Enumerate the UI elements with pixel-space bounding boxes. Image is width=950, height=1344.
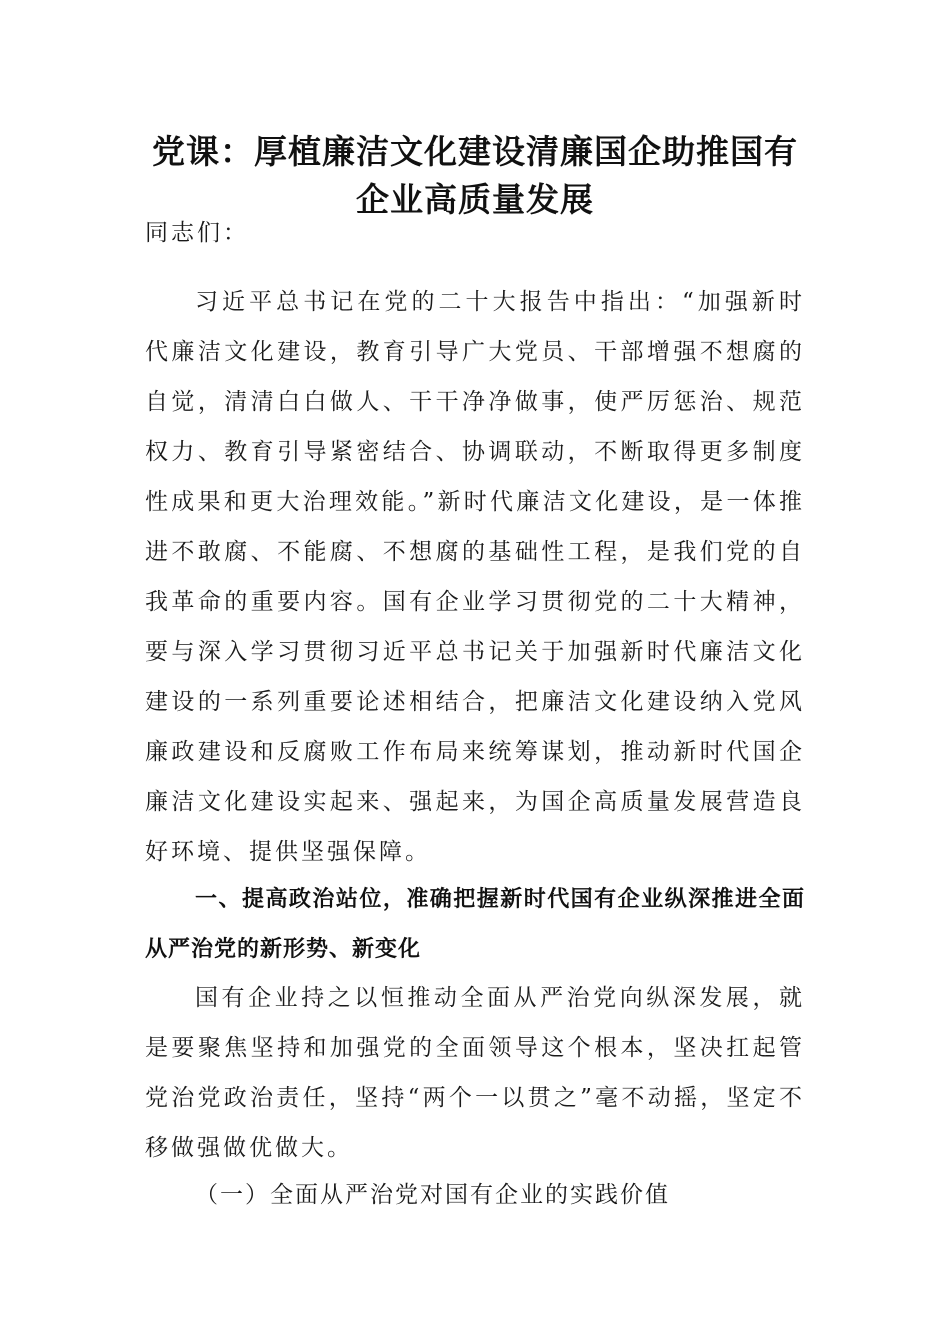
section-1-paragraph: 国有企业持之以恒推动全面从严治党向纵深发展，就是要聚焦坚持和加强党的全面领导这个根本，坚决扛起管党治党政治责任，坚持“两个一以贯之”毫不动摇，坚定不移做强做优做大。 [145, 985, 805, 1161]
salutation: 同志们： [145, 220, 249, 246]
intro-paragraph: 习近平总书记在党的二十大报告中指出：“加强新时代廉洁文化建设，教育引导广大党员、干部增强不想腐的自觉，清清白白做人、干干净净做事，使严厉惩治、规范权力、教育引导紧密结合、协调联动，不断取得更多制度性成果和更大治理效能。”新时代廉洁文化建设，是一体推进不敢腐、不能腐、不想腐的基础性工程，是我们党的自我革命的重要内容。国有企业学习贯彻党的二十大精神，要与深入学习贯彻习近平总书记关于加强新时代廉洁文化建设的一系列重要论述相结合，把廉洁文化建设纳入党风廉政建设和反腐败工作布局来统筹谋划，推动新时代国企廉洁文化建设实起来、强起来，为国企高质量发展营造良好环境、提供坚强保障。 [145, 289, 805, 865]
section-1-subheading: （一）全面从严治党对国有企业的实践价值 [195, 1182, 670, 1208]
document-title: 党课：厚植廉洁文化建设清廉国企助推国有企业高质量发展 [152, 132, 798, 219]
section-1-heading: 一、提高政治站位，准确把握新时代国有企业纵深推进全面从严治党的新形势、新变化 [145, 887, 805, 962]
